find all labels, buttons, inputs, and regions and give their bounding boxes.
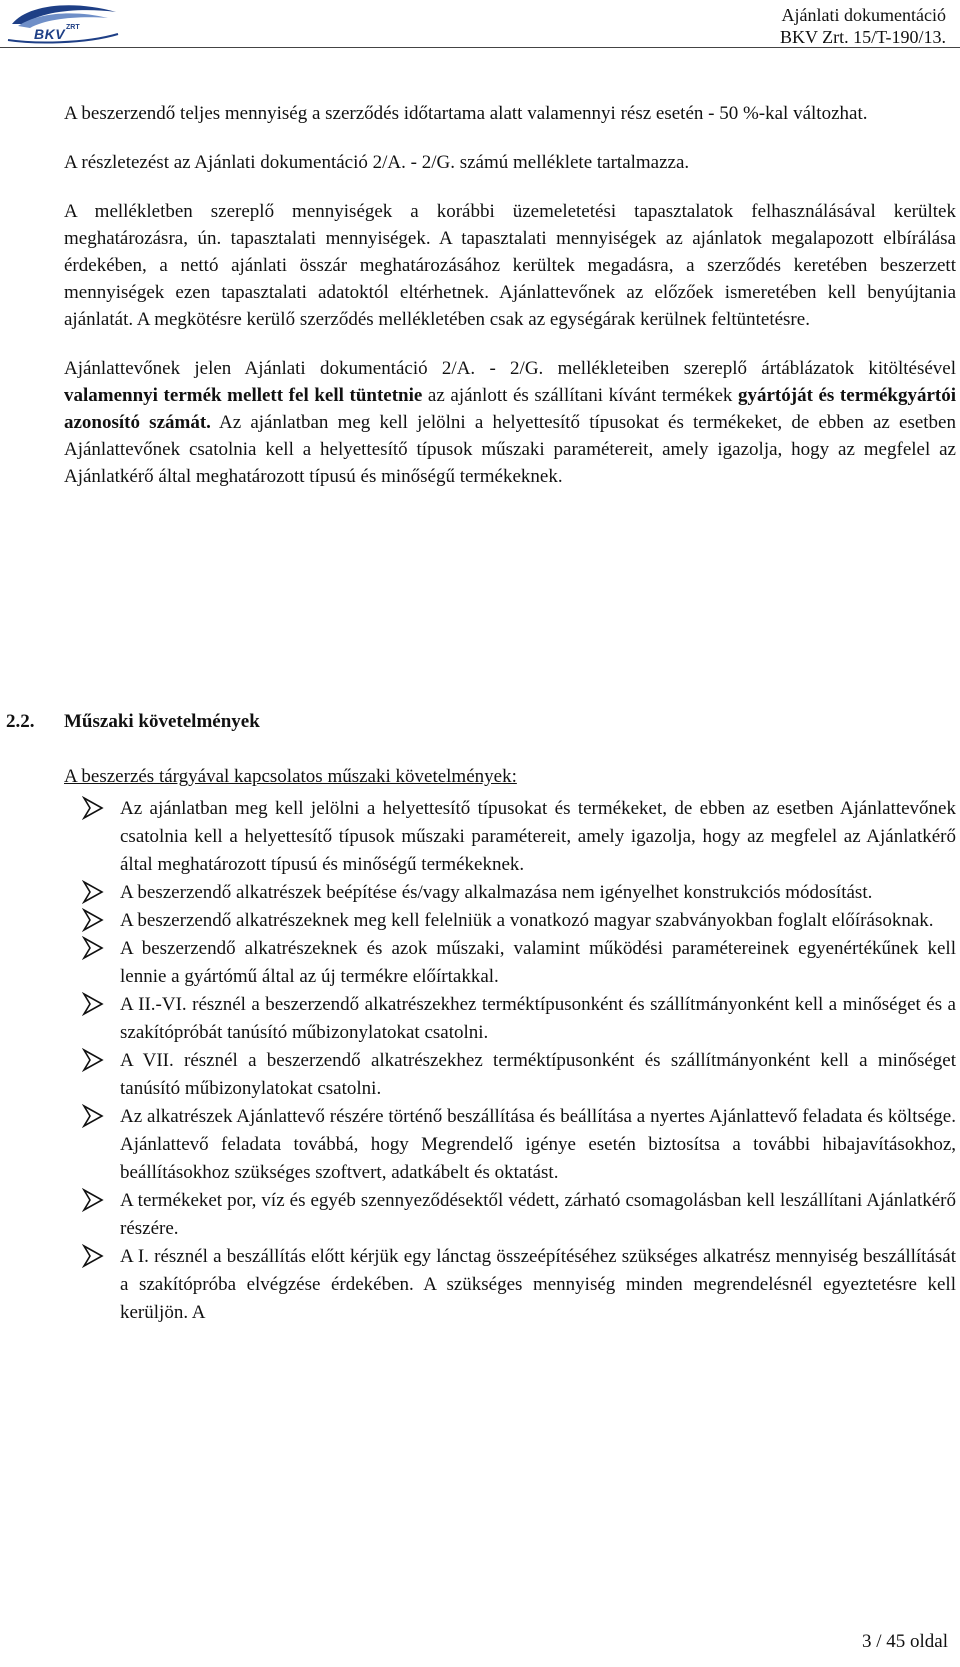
list-item-text: Az ajánlatban meg kell jelölni a helyettesítő típusokat és termékeket, de ebben az esetben Ajánlattevőnek csatolnia kell a helyettesítő típusok műszaki paramétereit, amely igazolja, hogy az megfelel az Ajánlatkérő által meghatározott típusú és minőségű termékeknek. [120, 798, 956, 875]
arrow-bullet-icon [82, 908, 104, 932]
list-item-text: A I. résznél a beszállítás előtt kérjük egy lánctag összeépítéséhez szükséges alkatrész mennyiség beszállítását a szakítópróba elvégzése érdekében. A szükséges mennyiség minden megrendelésnél egyeztetésre kell kerüljön. A [120, 1246, 956, 1323]
list-item [82, 879, 956, 907]
list-item [82, 1243, 956, 1327]
list-item [82, 1187, 956, 1243]
list-item-text: Az alkatrészek Ajánlattevő részére történő beszállítása és beállítása a nyertes Ajánlattevő feladata és költsége. Ajánlattevő feladata továbbá, hogy Megrendelő igénye esetén biztosítsa a további hibajavításokhoz, beállításokhoz szükséges szoftvert, adatkábelt és oktatást. [120, 1106, 956, 1183]
bkv-logo [4, 2, 122, 46]
section-title: Műszaki követelmények [64, 711, 260, 732]
para4-bold-2: gyártóját és termékgyártói azonosító számát. [64, 385, 956, 433]
page-header [0, 0, 960, 48]
doc-reference: BKV Zrt. 15/T-190/13. [779, 27, 946, 47]
doc-title: Ajánlati dokumentáció [781, 5, 946, 25]
list-item-text: A beszerzendő alkatrészeknek és azok műszaki, valamint működési paramétereinek egyenértékűnek kell lennie a gyártómű által az új termékre előírtakkal. [120, 938, 956, 987]
para4-text-2: az ajánlott és szállítani kívánt termékek [422, 385, 738, 406]
list-item [82, 795, 956, 879]
list-item-text: A beszerzendő alkatrészek beépítése és/vagy alkalmazása nem igényelhet konstrukciós módosítást. [120, 882, 873, 903]
list-item-text: A II.-VI. résznél a beszerzendő alkatrészekhez terméktípusonként és szállítmányonként kell a minőséget és a szakítópróbát tanúsító műbizonylatokat csatolni. [120, 994, 956, 1043]
paragraph-details-reference: A részletezést az Ajánlati dokumentáció 2/A. - 2/G. számú melléklete tartalmazza. [64, 152, 690, 173]
section-heading [6, 711, 260, 733]
paragraph-price-tables [64, 355, 956, 490]
section-number: 2.2. [6, 711, 35, 732]
list-item-text: A VII. résznél a beszerzendő alkatrészekhez terméktípusonként és szállítmányonként kell a minőséget tanúsító műbizonylatokat csatolni. [120, 1050, 956, 1099]
logo-text: BKV [34, 26, 66, 42]
header-info [780, 4, 946, 48]
list-item [82, 991, 956, 1047]
para4-bold-1: valamennyi termék mellett fel kell tüntetnie [64, 385, 423, 406]
page-number: 3 / 45 oldal [861, 1631, 948, 1652]
header-divider [0, 47, 960, 48]
arrow-bullet-icon [82, 1244, 104, 1268]
list-item [82, 1103, 956, 1187]
list-item-text: A termékeket por, víz és egyéb szennyeződésektől védett, zárható csomagolásban kell leszállítani Ajánlatkérő részére. [120, 1190, 956, 1239]
arrow-bullet-icon [82, 1104, 104, 1128]
requirements-subtitle: A beszerzés tárgyával kapcsolatos műszaki követelmények: [64, 766, 517, 787]
list-item [82, 907, 956, 935]
arrow-bullet-icon [82, 1188, 104, 1212]
arrow-bullet-icon [82, 796, 104, 820]
body-text [64, 100, 956, 490]
logo-suffix: ZRT [66, 24, 80, 31]
arrow-bullet-icon [82, 880, 104, 904]
para4-text-3: Az ajánlatban meg kell jelölni a helyettesítő típusokat és termékeket, de ebben az esetben Ajánlattevőnek csatolnia kell a helyettesítő típusok műszaki paramétereit, amely igazolja, hogy az megfelel az Ajánlatkérő által meghatározott típusú és minőségű termékeknek. [64, 412, 956, 487]
para4-text-1: Ajánlattevőnek jelen Ajánlati dokumentáció 2/A. - 2/G. mellékleteiben szereplő ártáblázatok kitöltésével [64, 358, 956, 379]
paragraph-experience-quantities: A mellékletben szereplő mennyiségek a korábbi üzemeletetési tapasztalatok felhasználásával kerültek meghatározásra, ún. tapasztalati mennyiségek. A tapasztalati mennyiségek az ajánlatok megalapozott elbírálása érdekében, a nettó ajánlati összár meghatározásához kerültek megadásra, a szerződés keretében beszerzett mennyiségek ezen tapasztalati adatoktól eltérhetnek. Ajánlattevőnek az előzőek ismeretében kell benyújtania ajánlatát. A megkötésre kerülő szerződés mellékletében csak az egységárak kerülnek feltüntetésre. [64, 201, 956, 330]
requirements-list [82, 795, 956, 1327]
list-item-text: A beszerzendő alkatrészeknek meg kell felelniük a vonatkozó magyar szabványokban foglalt előírásoknak. [120, 910, 934, 931]
arrow-bullet-icon [82, 992, 104, 1016]
list-item [82, 935, 956, 991]
arrow-bullet-icon [82, 1048, 104, 1072]
list-item [82, 1047, 956, 1103]
arrow-bullet-icon [82, 936, 104, 960]
paragraph-quantity-change: A beszerzendő teljes mennyiség a szerződés időtartama alatt valamennyi rész esetén - 50 %-kal változhat. [64, 103, 868, 124]
